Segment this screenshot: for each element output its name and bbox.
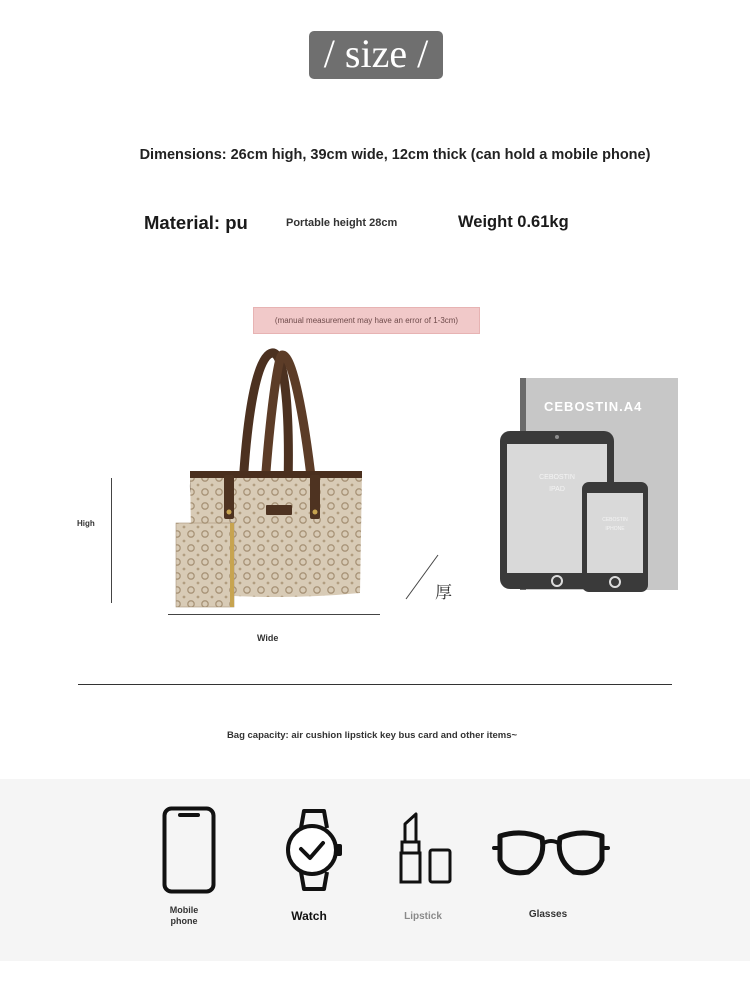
phone-brand: CEBOSTIN (602, 517, 628, 523)
weight-text: Weight 0.61kg (458, 213, 569, 231)
watch-icon (284, 808, 344, 892)
ipad-brand: CEBOSTIN (539, 474, 575, 481)
mobile-phone-label: Mobile phone (169, 905, 199, 926)
measurement-note: (manual measurement may have an error of 1-3cm) (253, 307, 480, 334)
dimensions-text: Dimensions: 26cm high, 39cm wide, 12cm thick (can hold a mobile phone) (139, 147, 651, 163)
wide-label: Wide (257, 633, 279, 643)
bag-capacity-text: Bag capacity: air cushion lipstick key bus card and other items~ (226, 730, 518, 741)
width-measure-line (168, 614, 380, 615)
phone-model: IPHONE (605, 526, 625, 532)
section-divider (78, 684, 672, 685)
glasses-icon (492, 826, 610, 878)
tote-bag-image (170, 345, 370, 610)
lipstick-label: Lipstick (404, 911, 442, 922)
watch-label: Watch (291, 909, 327, 923)
thick-label: 厚 (435, 583, 452, 603)
ipad-model: IPAD (549, 486, 565, 493)
a4-label: CEBOSTIN.A4 (544, 399, 643, 414)
material-text: Material: pu (144, 212, 248, 233)
glasses-label: Glasses (528, 909, 568, 920)
high-label: High (77, 519, 95, 528)
size-title-badge: / size / (309, 31, 443, 79)
mobile-phone-icon (162, 806, 216, 894)
portable-height-text: Portable height 28cm (286, 217, 398, 229)
height-measure-line (111, 478, 112, 603)
device-size-reference (498, 376, 682, 594)
items-band (0, 779, 750, 961)
lipstick-icon (398, 812, 454, 884)
